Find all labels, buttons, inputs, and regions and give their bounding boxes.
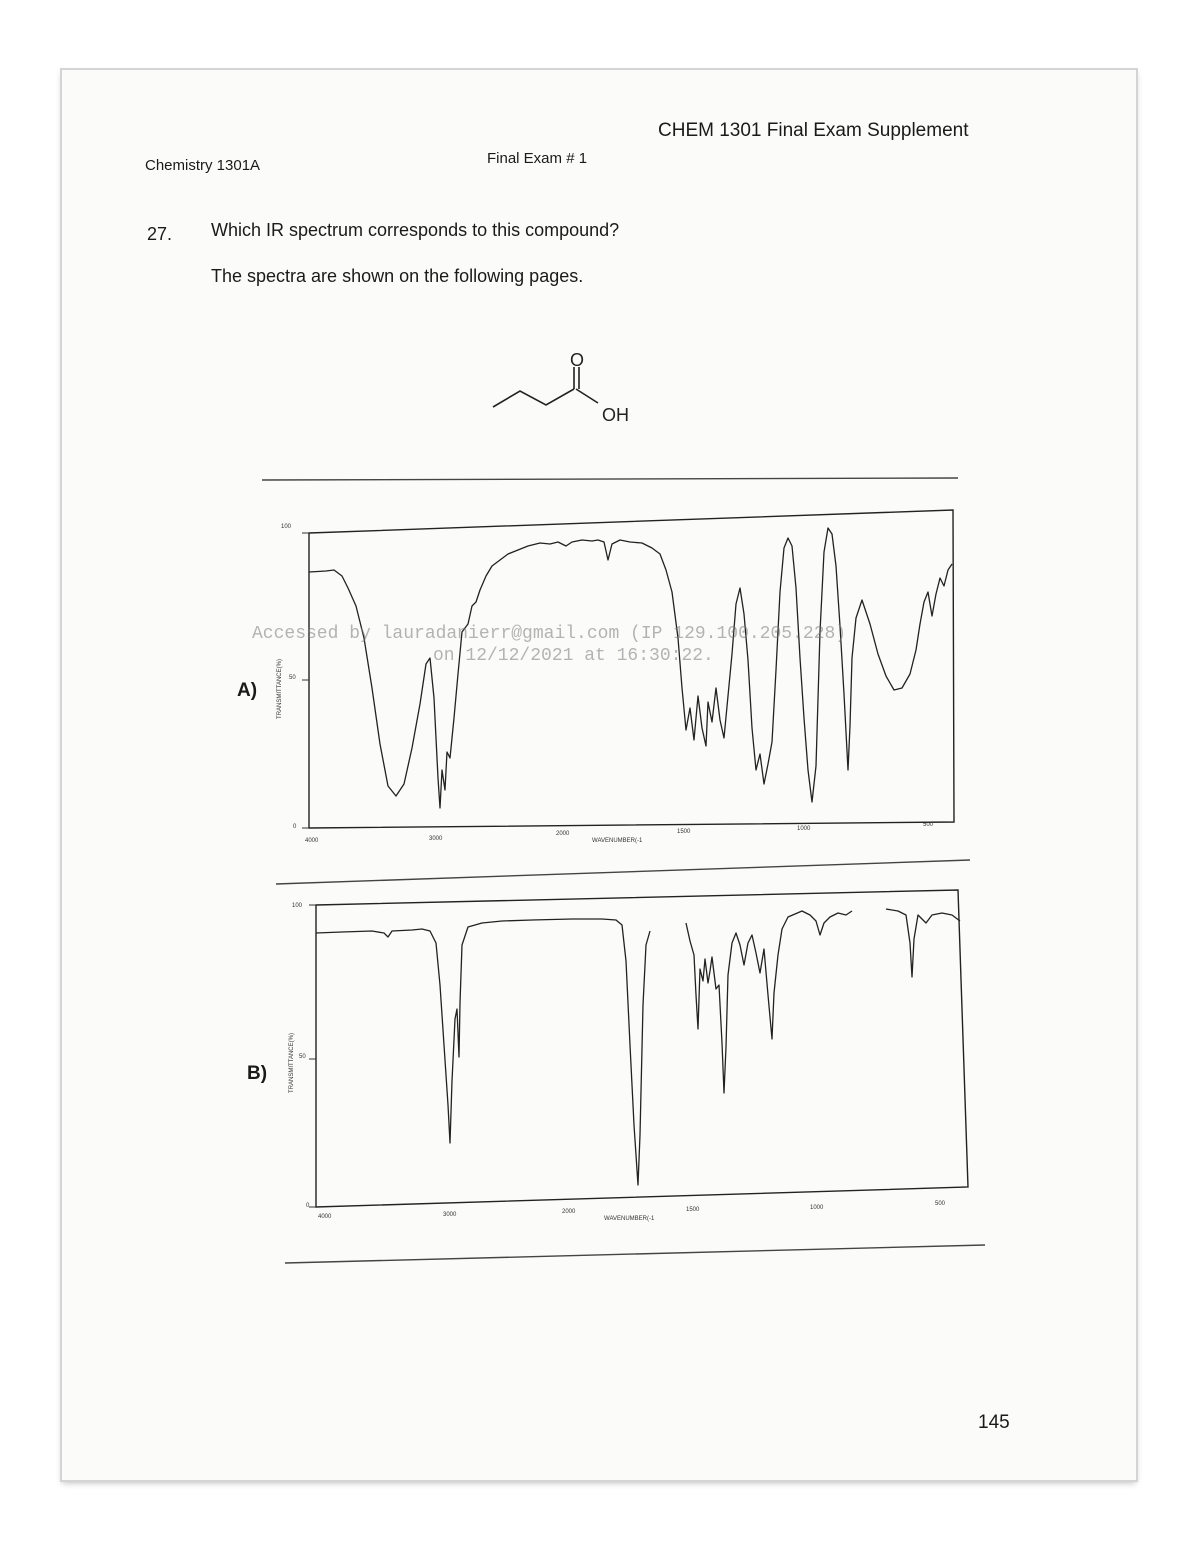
separator-line-b-bottom — [285, 1243, 985, 1267]
a-x-tick-500: 500 — [923, 822, 934, 828]
b-x-tick-4000: 4000 — [318, 1214, 332, 1220]
hydroxyl-label: OH — [602, 405, 629, 425]
a-y-tick-50: 50 — [289, 675, 296, 681]
a-x-tick-4000: 4000 — [305, 838, 319, 844]
a-y-tick-100: 100 — [281, 524, 292, 530]
b-x-tick-500: 500 — [935, 1201, 946, 1207]
carbonyl-oxygen-label: O — [570, 350, 585, 370]
supplement-title: CHEM 1301 Final Exam Supplement — [658, 120, 969, 141]
a-y-tick-0: 0 — [293, 824, 297, 830]
question-subtext: The spectra are shown on the following pages. — [211, 266, 584, 286]
b-x-axis-label: WAVENUMBER(-1 — [604, 1216, 655, 1222]
ir-spectrum-b — [312, 885, 972, 1220]
watermark-line-2: on 12/12/2021 at 16:30:22. — [433, 646, 714, 666]
ir-spectrum-a — [300, 508, 960, 858]
b-y-tick-50: 50 — [299, 1054, 306, 1060]
b-x-tick-1500: 1500 — [686, 1207, 700, 1213]
question-number: 27. — [147, 224, 173, 244]
a-x-tick-1500: 1500 — [677, 829, 691, 835]
a-x-tick-3000: 3000 — [429, 836, 443, 842]
compound-structure — [490, 350, 650, 430]
a-x-axis-label: WAVENUMBER(-1 — [592, 838, 643, 844]
a-x-tick-1000: 1000 — [797, 826, 811, 832]
exam-name: Final Exam # 1 — [487, 150, 588, 167]
spectrum-b-label: B) — [247, 1063, 268, 1084]
b-y-axis-label: TRANSMITTANCE(%) — [288, 1033, 295, 1093]
watermark-line-1: Accessed by lauradanierr@gmail.com (IP 129.100.205.228) — [252, 624, 847, 644]
spectrum-a-label: A) — [237, 680, 258, 701]
b-x-tick-2000: 2000 — [562, 1209, 576, 1215]
b-y-tick-100: 100 — [292, 903, 303, 909]
b-x-tick-1000: 1000 — [810, 1205, 824, 1211]
b-y-tick-0: 0 — [306, 1203, 310, 1209]
b-x-tick-3000: 3000 — [443, 1212, 457, 1218]
a-x-tick-2000: 2000 — [556, 831, 570, 837]
page-number: 145 — [978, 1412, 1010, 1433]
separator-line-a-bottom — [276, 858, 970, 888]
question-text: Which IR spectrum corresponds to this compound? — [211, 220, 620, 240]
a-y-axis-label: TRANSMITTANCE(%) — [276, 659, 283, 719]
course-name: Chemistry 1301A — [145, 157, 261, 174]
separator-line-a-top — [262, 478, 958, 482]
